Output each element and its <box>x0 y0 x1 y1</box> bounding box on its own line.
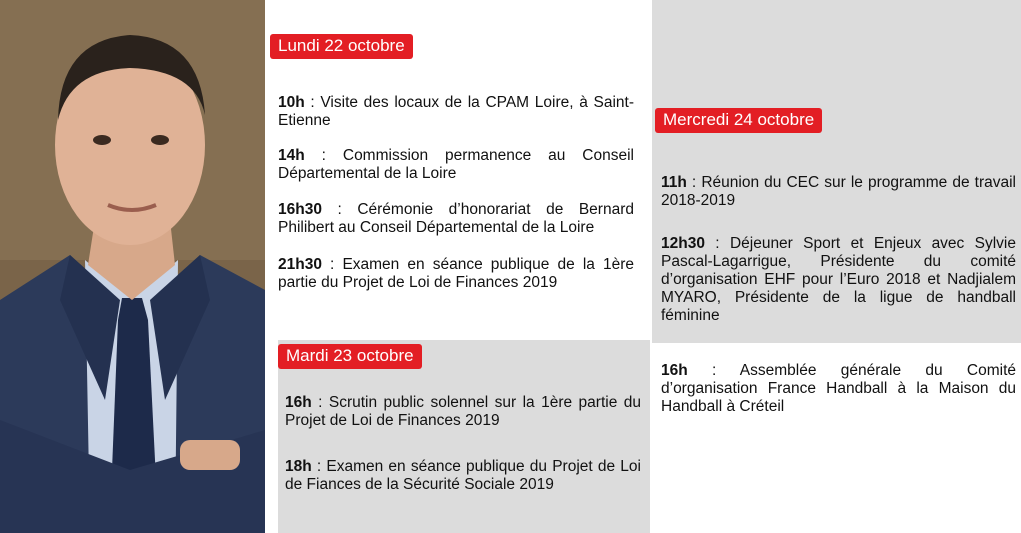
entry-monday-2 <box>278 147 634 183</box>
entry-time: 16h <box>661 362 688 379</box>
day-badge-wednesday: Mercredi 24 octobre <box>655 108 822 133</box>
entry-monday-3 <box>278 201 634 237</box>
day-badge-tuesday: Mardi 23 octobre <box>278 344 422 369</box>
entry-time: 16h30 <box>278 201 322 218</box>
entry-wednesday-3 <box>661 362 1016 416</box>
entry-text: : Déjeuner Sport et Enjeux avec Sylvie Pascal-Lagarrigue, Présidente du comité d’organisation EHF pour l’Euro 2018 et Nadjialem MYARO, Présidente de la ligue de handball féminine <box>661 235 1016 324</box>
entry-wednesday-2 <box>661 235 1016 325</box>
entry-text: : Examen en séance publique du Projet de Loi de Fiances de la Sécurité Sociale 2019 <box>285 458 641 493</box>
entry-text: : Cérémonie d’honorariat de Bernard Philibert au Conseil Départemental de la Loire <box>278 201 634 236</box>
entry-time: 21h30 <box>278 256 322 273</box>
entry-time: 11h <box>661 174 687 191</box>
entry-text: : Commission permanence au Conseil Départemental de la Loire <box>278 147 634 182</box>
portrait-photo <box>0 0 265 533</box>
entry-tuesday-1 <box>285 394 641 430</box>
day-badge-monday: Lundi 22 octobre <box>270 34 413 59</box>
entry-text: : Visite des locaux de la CPAM Loire, à Saint-Etienne <box>278 94 634 129</box>
entry-time: 16h <box>285 394 312 411</box>
entry-tuesday-2 <box>285 458 641 494</box>
entry-text: : Examen en séance publique de la 1ère partie du Projet de Loi de Finances 2019 <box>278 256 634 291</box>
entry-wednesday-1 <box>661 174 1016 210</box>
entry-text: : Assemblée générale du Comité d’organisation France Handball à la Maison du Handball à Créteil <box>661 362 1016 415</box>
entry-time: 14h <box>278 147 305 164</box>
entry-time: 18h <box>285 458 312 475</box>
entry-time: 10h <box>278 94 305 111</box>
entry-text: : Réunion du CEC sur le programme de travail 2018-2019 <box>661 174 1016 209</box>
entry-text: : Scrutin public solennel sur la 1ère partie du Projet de Loi de Finances 2019 <box>285 394 641 429</box>
entry-monday-1 <box>278 94 634 130</box>
entry-time: 12h30 <box>661 235 705 252</box>
entry-monday-4 <box>278 256 634 292</box>
